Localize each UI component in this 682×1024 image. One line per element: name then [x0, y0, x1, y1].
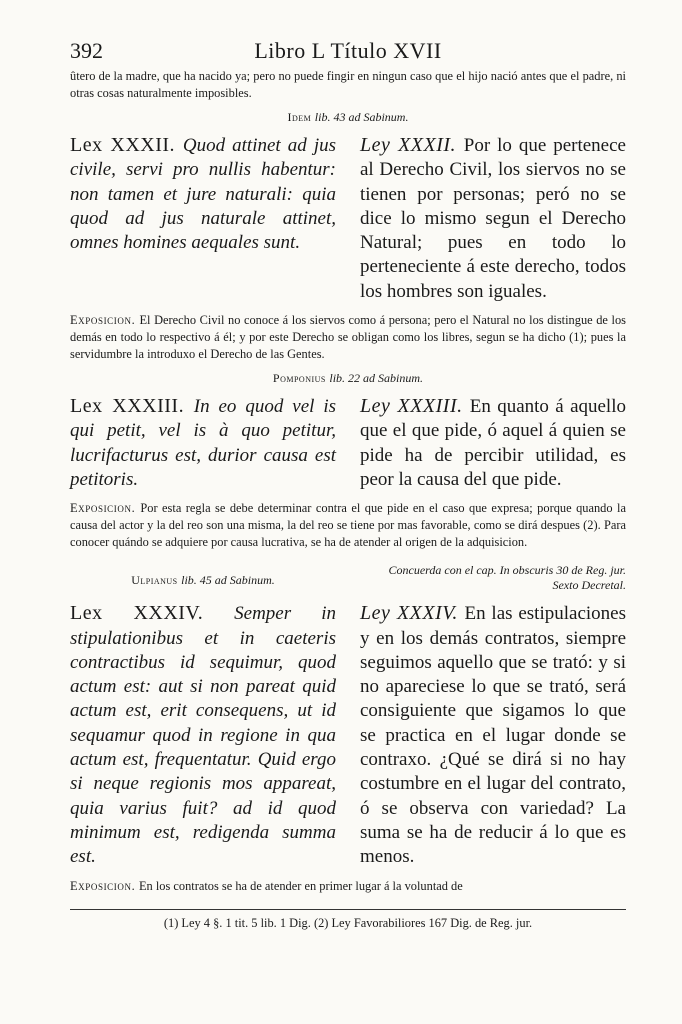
spanish-text: Por lo que pertenece al Derecho Civil, los siervos no se tienen por personas; peró no se dice lo mismo segun el Derecho Natural; pues en todo lo perteneciente á este derecho, todos los hombres son iguales. [360, 135, 626, 302]
citation-row [70, 563, 626, 593]
law-row [70, 601, 626, 869]
concordance-note: Concuerda con el cap. In obscuris 30 de Reg. jur. Sexto Decretal. [388, 563, 626, 593]
latin-head: Lex XXXIII. [70, 395, 194, 418]
exposition-label: Exposicion. [70, 878, 139, 893]
citation-author: Ulpianus [131, 573, 182, 588]
spanish-text: En quanto á aquello que el que pide, ó aquel á quien se pide ha de percibir utilidad, es peor la causa del que pide. [360, 396, 626, 490]
exposition [70, 500, 626, 551]
spanish-column [360, 601, 626, 869]
page-header [70, 38, 626, 68]
citation [70, 563, 336, 588]
exposition-label: Exposicion. [70, 313, 140, 328]
citation-author: Idem [287, 110, 315, 124]
footnote-divider [70, 909, 626, 910]
latin-text: In eo quod vel is qui petit, vel is à quo petitur, lucrifacturus est, durior causa est petitoris. [70, 396, 337, 490]
law-row [70, 394, 626, 492]
spanish-column [360, 133, 626, 304]
law-row [70, 133, 626, 304]
latin-column [70, 133, 336, 304]
latin-column [70, 601, 336, 869]
intro-paragraph: ûtero de la madre, que ha nacido ya; pero no puede fingir en ningun caso que el hijo nació antes que el padre, ni otras cosas naturalmente imposibles. [70, 69, 626, 100]
latin-head: Lex XXXIV. [70, 602, 235, 625]
exposition-label: Exposicion. [70, 501, 141, 516]
exposition-text: El Derecho Civil no conoce á los siervos como á persona; pero el Natural no los distingue de los demás en todo lo respectivo á él; y por este Derecho se obligan como los libres, segun se ha dicho (1); pues la servidumbre la introduxo el Derecho de las Gentes. [70, 313, 626, 362]
exposition-text: Por esta regla se debe determinar contra el que pide en el caso que expresa; porque quando la causa del actor y la del reo son una misma, la del reo se tiene por mas favorable, como se dirá despues (2). Para conocer quándo se adquiere por causa lucrativa, se ha de atender al origen de la adquisicion. [70, 501, 626, 550]
spanish-head: Ley XXXIII. [360, 395, 470, 418]
citation-ref: lib. 43 ad Sabinum. [314, 110, 409, 124]
running-title: Libro L Título XVII [254, 38, 442, 63]
citation-author: Pomponius [272, 371, 330, 386]
spanish-text: En las estipulaciones y en los demás contratos, siempre seguimos aquello que se trató: y si no apareciese lo que se trató, será consiguiente que sigamos lo que se practica en el lugar donde se contraxo. ¿Qué se dirá si no hay costumbre en el lugar del contrato, ó se observa con variedad? La suma se ha de reducir á lo que es menos. [360, 603, 626, 868]
citation-ref: lib. 45 ad Sabinum. [181, 573, 275, 588]
spanish-column [360, 394, 626, 492]
spanish-head: Ley XXXIV. [360, 602, 465, 625]
exposition [70, 312, 626, 363]
footnotes: (1) Ley 4 §. 1 tit. 5 lib. 1 Dig. (2) Ley Favorabiliores 167 Dig. de Reg. jur. [163, 915, 533, 930]
latin-text: Quod attinet ad jus civile, servi pro nullis habentur: non tamen et jure naturali: quia quod ad jus naturale attinet, omnes homines aequales sunt. [70, 135, 336, 254]
book-page [70, 38, 626, 931]
latin-column [70, 394, 336, 492]
exposition [70, 878, 626, 895]
latin-text: Semper in stipulationibus et in caeteris contractibus id sequimur, quod actum est: aut si non pareat quid actum est, erit consequens, ut id sequamur quod in regione in qua actum est, frequentatur. Quid ergo si neque regionis mos appareat, quia varius fuit? ad id quod minimum est, redigenda summa est. [70, 603, 336, 868]
citation [70, 110, 626, 125]
citation-ref: lib. 22 ad Sabinum. [329, 371, 424, 386]
exposition-text: En los contratos se ha de atender en primer lugar á la voluntad de [138, 878, 463, 893]
latin-head: Lex XXXII. [70, 134, 183, 156]
page-number: 392 [70, 38, 103, 63]
citation [70, 371, 626, 386]
spanish-head: Ley XXXII. [360, 134, 464, 156]
